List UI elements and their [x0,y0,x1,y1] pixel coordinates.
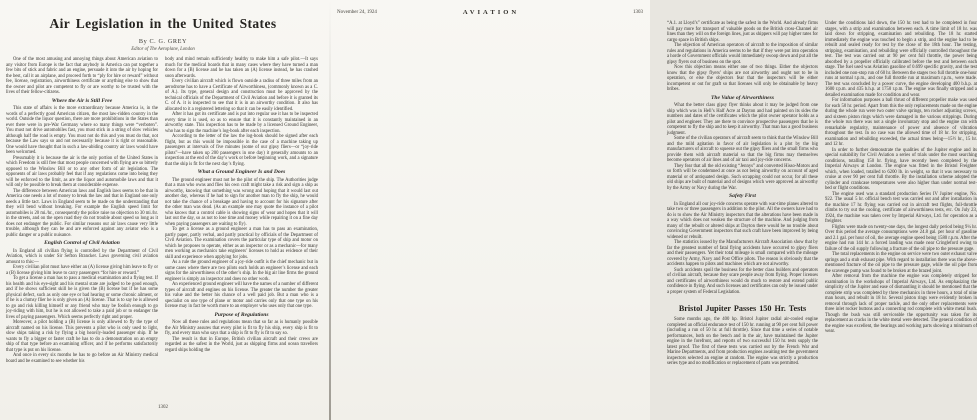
article-title: Air Legislation in the United States [49,16,277,31]
paragraph: What the better class gipsy flyer thinks about it may be judged from one ship which was in Hell’s Half Acre at Dayton and had painted on its sides the numbers and dates of the certificates which the pilot owner operator holds as a pilot and engineer. They are there to convince prospective passengers that he is competent to fly the ship and to keep it airworthy. That man has a good business judgment. [667,103,818,136]
paragraph: In England all civilian flying is controlled by the Department of Civil Aviation, which is under Sir Sefton Brancker. Laws governing civil aviation amount to this:— [6,248,158,265]
paragraph: Now all these rules and regulations mean that so far as is humanly possible the Air Ministry assures that every pilot is fit to fly his ship, every ship is fit to fly, and every man who says that a ship is fit to fly is fit to say so. [165,320,318,336]
paragraph: After removal from the machine the engine was completely stripped for examination in the workshops of Imperial Airways, Ltd. As emphasizing the simplicity of the Jupiter and ease of dismantling it should be mentioned that the complete strip was completed by three mechanics in three hours, a total of nine man hours, and rebuilt in 18 hr. Several piston rings were evidently broken in removal through lack of proper tackle, and the only other replacements were three inlet rocker buttons and a connecting rod complete with white metal bush. Though the bush was still serviceable the opportunity was taken for its replacement as cracks in the white metal were detected. The general condition of the engine was excellent, the bearings and working parts showing a minimum of wear. [825,274,977,334]
article-heading: Bristol Jupiter Passes 150 Hr. Tests [678,304,807,313]
left-page-column-1 [6,57,158,417]
right-page [330,0,977,420]
paragraph: Flights were made on twenty-one days, the longest daily period being 9¼ hr. Over this period the average consumptions were 24.8 gal. per hour of gasoline and 2.1 gal. per hour of oil, the average engine speed being 1580 r.p.m. After the engine had run 144 hr. a forced landing was made near Cringleford owing to failure of the oil supply following a fracture of the oil pipe to the pressure gage. [825,224,977,252]
paragraph: Under the conditions laid down, the 150 hr. test had to be completed in four stages, with a strip and examination between each. A time limit of 18 hr. was laid down for stripping, examination and rebuilding. The 18 hr. started immediately the engine was touched to begin a strip, and the engine had to be rebuilt and sealed ready for test by the close of the 18th hour. The testing, stripping, examination, and rebuilding were officially controlled throughout the test. The test was carried out at 90 per cent full throttle, the power being absorbed by a propeller officially calibrated before the test and between each stage. The fuel used was Aviation gasoline of 0.699 specific gravity, and the test included one non-stop run of 60 hr. Between the stages two full throttle one-hour runs at normal r.p.m., and one full throttle run at maximum r.p.m., were made. The test was concluded by a power curve, the engine developing 400 b.h.p. at 1600 r.p.m. and 435 b.h.p. at 1750 r.p.m. The engine was finally stripped and a detailed examination made for condition and wear. [825,21,977,98]
paragraph: The ground engineer must not be the pilot of the ship. The Authorities judge that a man who owns and flies his own craft might take a risk and sign a ship as airworthy, knowing that something was wrong and hoping that it would last out another day, whereas if he had to sign for another man to fly the ship, he would not take the chance of a breakage and having to account for his signature after the other man was dead. (As an example one may quote the instance of a pilot who knows that a control cable is showing signs of wear and hopes that it will last out the day, so as not to lose time and money while repairing it on a fine day when paying passengers are waiting to fly). [165,177,318,227]
paragraph: An experienced ground engineer will have the names of a number of different types of aircraft and engines on his license. The greater the number the greater his value and the better his chance of a well paid job. But a man who is a specialist on one type of plane or motor and carries only that one type on his license may in fact be worth more to an employer who uses only that one type. [165,282,318,309]
paragraph: The engine used was a standard production Series IV Jupiter engine, No. 922. The usual 5 hr. official bench test was carried out and after installation in the machine 17 hr. flying was carried out in aircraft test flights, full-throttle climbs to try out the cooling, certificate of airworthiness tests, etc. On July 23, 1924, the machine was taken over by Imperial Airways, Ltd. for operation as a freighter. [825,191,977,224]
paragraph: Every civilian pilot must have either an (A) license giving him leave to fly or a (B) license giving him leave to carry passengers “for hire or reward.” [6,265,158,276]
paragraph: Presumably it is because the air is the only portion of the United States in which Freedom is still free that most people concerned with flying are so bitterly opposed to the Winslow Bill or to any other form of air legislation. The opponents of air laws probably feel that if any regulations come into being they will be enforced to the limit, as are the liquor and automobile laws and that it will only be possible to break them at considerable expense. [6,155,158,188]
paragraph: Every civilian aircraft which is flown outside a radius of three miles from an aerodrome has to have a Certificate of Airworthiness, (commonly known as a C. of A.). Its type, general design and construction must be approved by the technical officials of the Department of Civil Aviation and before it is granted its C. of A. it is inspected to see that it is in an airworthy condition. It also has allocated to it a registered lettering so that it can be easily identified. [165,79,318,112]
paragraph: To get a license a man has to pass a medical examination and a flying test. If his health and his eye-sight and his mental state are judged to be good enough, and if he shows sufficient skill he is given the (B) license but if he has some physical defect, such as only one eye or bad hearing or some chronic ailment, or if he is a clumsy flier he is only given an (A) license. That is to say he is allowed to go and risk killing himself or any friend who may be foolish enough to go joy-riding with him, but he is not allowed to take a paid job or to endanger the lives of paying passengers. Which seems perfectly right and proper. [6,276,158,320]
paragraph: The total replacements in the engine on service were two outer exhaust valve springs and a stub exhaust pipe. With regard to installation there was the above-mentioned fracture of the oil pipe to the pressure gage, while the oil pipe from the scavenge pump was found to be broken at the brazed joint. [825,252,977,274]
section-heading: English Control of Civil Aviation [44,240,120,246]
right-page-column-1 [667,21,818,417]
paragraph: One of the most amusing and annoying things about American aviation to any visitor from Europe is the fact that anybody in America can put together a few bits of stick and fabric and an engine, persuade it into the air by hoping for the best, call it an airplane, and proceed forth to “ply for hire or reward” without fee, license, registration, airworthiness certificate or anything else to show that the owner and pilot are competent to fly or are worthy to be trusted with the lives of their fellow-citizens. [6,57,158,95]
section-heading: What a Ground Engineer Is and Does [197,169,286,175]
paragraph: As a rule the ground engineer of a joy-ride outfit is the chief mechanic but in some cases where there are two pilots each holds an engineer’s license and each signs for the airworthiness of the other’s ship. In the big air line firms the ground engineer is simply an inspector and does no other work. [165,260,318,282]
left-page-column-2 [165,57,318,417]
section-heading: Where the Air is Still Free [51,97,113,104]
section-heading: The Value of Airworthiness [710,94,775,101]
paragraph: The result is that in Europe, British civilian aircraft and their crews are regarded as the safest in the World, just as shipping firms and ocean travellers regard ships holding the [165,336,318,353]
paragraph: Some of the civilian operators of aircraft seem to think that the Winslow Bill and the mild agitation in favor of air legislation is a plot by the big manufacturers of aircraft to squeeze out the gipsy fliers and the small firms who provide them with aircraft material so that the big firms may themselves become operators of air lines and of air taxi and joy-ride concerns. [667,136,818,163]
paragraph: Now this objection means either one of two things. Either the objectors know that the gipsy flyers’ ships are not airworthy and ought not to be in operation, or else the objectors fear that the inspectors will be either incompetent or out for graft so that licenses will only be obtainable by heavy bribes. [667,65,818,92]
paragraph: For information purposes a ball thrust of different propeller make was used for each 50 hr. period. Apart from this the only replacements made on the engine during the whole run were two outer valve springs, ten rocker adjusting screws, and sixteen piston rings which were damaged in the various strippings. During the whole run there was not a single involuntary stop and the engine ran with remarkable regularity, maintenance of power and absence of vibration throughout the test. In no case was the allowed time of 18 hr. for stripping, examination and rebuilding exceeded, the actual times being—15½ hr., 15 hr. and 12 hr. [825,98,977,147]
paragraph: This state of affairs is the more extraordinary because America is, in the words of a perfectly good American citizen, the most law-ridden country in the world. Outside the liquor question, there are more prohibitions in the States than ever there were in pre-War Germany where so many things were “verboten”. You must not drive automobiles fast, you must stick in a string of slow vehicles although half the road is empty. You must not do this and you must do that, not because the Law says so and not necessarily because it is right or reasonable. One would have thought that in such a law-abiding country air laws would have been welcomed. [6,106,158,155]
left-page-number: 1302 [158,405,168,410]
paragraph: To get a license as a ground engineer a man has to pass an examination, partly paper, partly verbal, and partly practical by officials of the Department of Civil Aviation. The examination covers the particular type of ship and motor on which he proposes to operate, either as an inspector or as a mechanic—for many men working as mechanics take engineers’ licenses to hold as evidence of their skill and experience when applying for jobs. [165,227,318,260]
right-page-number: 1303 [633,10,643,15]
paragraph: Such accidents spoil the business for the better class builders and operators of civilian aircraft, because they scare people away from flying. Proper licenses and certificates of airworthiness would do much to restore and extend public confidence in flying. And such licenses and certificates can only be issued under a proper system of Federal Legislation. [667,267,818,295]
paragraph: The statistics issued by the Manufacturers Aircraft Association show that by far the greatest number of fatal flying accidents have occurred to gipsy fliers and their passengers. Yet their total mileage is small compared with the mileage covered by Army, Navy and Post Office pilots. The reason is obviously that the accidents happen to pilots and machines which are not airworthy. [667,240,818,267]
paragraph: Moreover, a pilot holding a (B) license is only allowed to fly the type of aircraft named on his license. This prevents a pilot who is only used to light, slow ships taking a risk by flying a big heavily-loaded passenger ship. If he wants to fly a bigger or faster craft he has to do a demonstration on an empty ship of that type before an examining officer, and if he performs satisfactorily that type is put on his license. [6,320,158,353]
issue-date: November 24, 1924 [337,10,377,15]
paragraph: According to the letter of the law the log-book should be signed after each flight, but as this would be impossible in the case of a machine taking up passengers at intervals of five minutes (some of our gipsy fliers—or “joy-ride pilots”—have taken up 200 passengers in one day) it generally amounts to an inspection at the end of the day’s work or before beginning work, and a signature that the ship is fit for the next day’s flying. [165,134,318,167]
paragraph: body and mind remain sufficiently healthy to make him a safe pilot.—It says much for the medical boards that in many cases where they have turned a man down for a (B) license and he has taken an (A) license instead, he has crashed soon afterwards. [165,57,318,79]
paragraph: In order to further demonstrate the qualities of the Jupiter engine and its special suitability for Civil Aviation a series of trials under the most searching conditions, totalling 150 hr. flying, have recently been completed by the Imperial Airways at London. The engine was fitted in the Bristol Freighter which, when loaded, totalled to 6200 lb. in weight, so that it was necessary to cruise at over 90 per cent full throttle. By the installation scheme adopted the cylinder and crankcase temperatures were also higher than under normal test-bed or flight conditions. [825,147,977,191]
paragraph: In England all our joy-ride concerns operate with war-time planes altered to take two or three passengers in addition to the pilot. All the owners have had to do is to show the Air Ministry inspectors that the alterations have been made in a way which does not weaken the structure of the machine. And judging from many of the rebuilt or altered ships at Dayton there would be no trouble about convincing Government inspectors that such craft have been improved by being widened or rebuilt. [667,201,818,240]
paragraph: “A.1. at Lloyd’s” certificate as being the safest in the World. And already firms will pay more for transport of valuable goods on the British cross-Channel air lines than they will on the foreign lines, just as shippers will pay higher rates for cargo space in British ships. [667,21,818,43]
article-byline: By C. G. GREY [138,38,188,45]
section-heading: Purpose of Regulations [214,311,269,318]
paragraph: The difference between American laws and English laws seems to be that in America one needs a lot of money to break the law and that in England one only needs a little tact. Laws in England seem to be made on the understanding that they will bend without breaking. For example the English speed limit for automobiles is 20 mi./hr., consequently the police raise no objection to 30 mi./hr. in the streets, and on the open road they do not trouble about speed so long as it does not endanger the public. For similar reasons our air laws cause very little trouble, although they can be and are enforced against any aviator who is a public danger or a public nuisance. [6,188,158,238]
paragraph: The objection of American operators of aircraft to the imposition of similar rules and regulations in America seems to be that if they were put into operation a horde of Government officials would immediately swoop down and put all the gipsy flyers out of business on the spot. [667,43,818,65]
left-page [0,0,326,420]
paragraph: And once in every six months he has to go before an Air Ministry medical board and be examined to see whether his [6,353,158,364]
paragraph: After it has got its certificate and is put into regular use it has to be inspected every time it is used, so as to ensure that it is constantly maintained in an airworthy state. This inspection has to be made by a licensed Ground Engineer, who has to sign the machine’s log-book after each inspection. [165,112,318,134]
paragraph: They fear that all the old existing “Jennys” and converted Hisso-Motors and so forth will be condemned at once as not being airworthy on account of aged material or of antiquated design. Such scrapping could not occur, for all these old ships are built of material and of designs which were approved as airworthy by the Army or Navy during the War. [667,163,818,191]
article-editor-line: Editor of The Aeroplane, London [131,47,195,52]
right-page-header [337,10,645,20]
right-page-column-2 [825,21,977,417]
journal-name: AVIATION [462,9,520,16]
paragraph: Some months ago, the 400 hp. Bristol Jupiter radial air-cooled engine completed an official endurance test of 150 hr. running at 90 per cent full power (including a run of 50 hr. at full throttle). Since that time a series of notable performances, both on the bench and in the air, have maintained the Jupiter engine in the forefront, and reports of two successful 150 hr. tests supply the latest proof. The first of these tests was carried out by the French War and Marine Departments, and from production engines awaiting test the government inspectors selected an engine at random. The engine was strictly a production series type and no modification or replacement of parts was permitted. [667,317,818,366]
section-heading: Safety First [729,193,756,199]
